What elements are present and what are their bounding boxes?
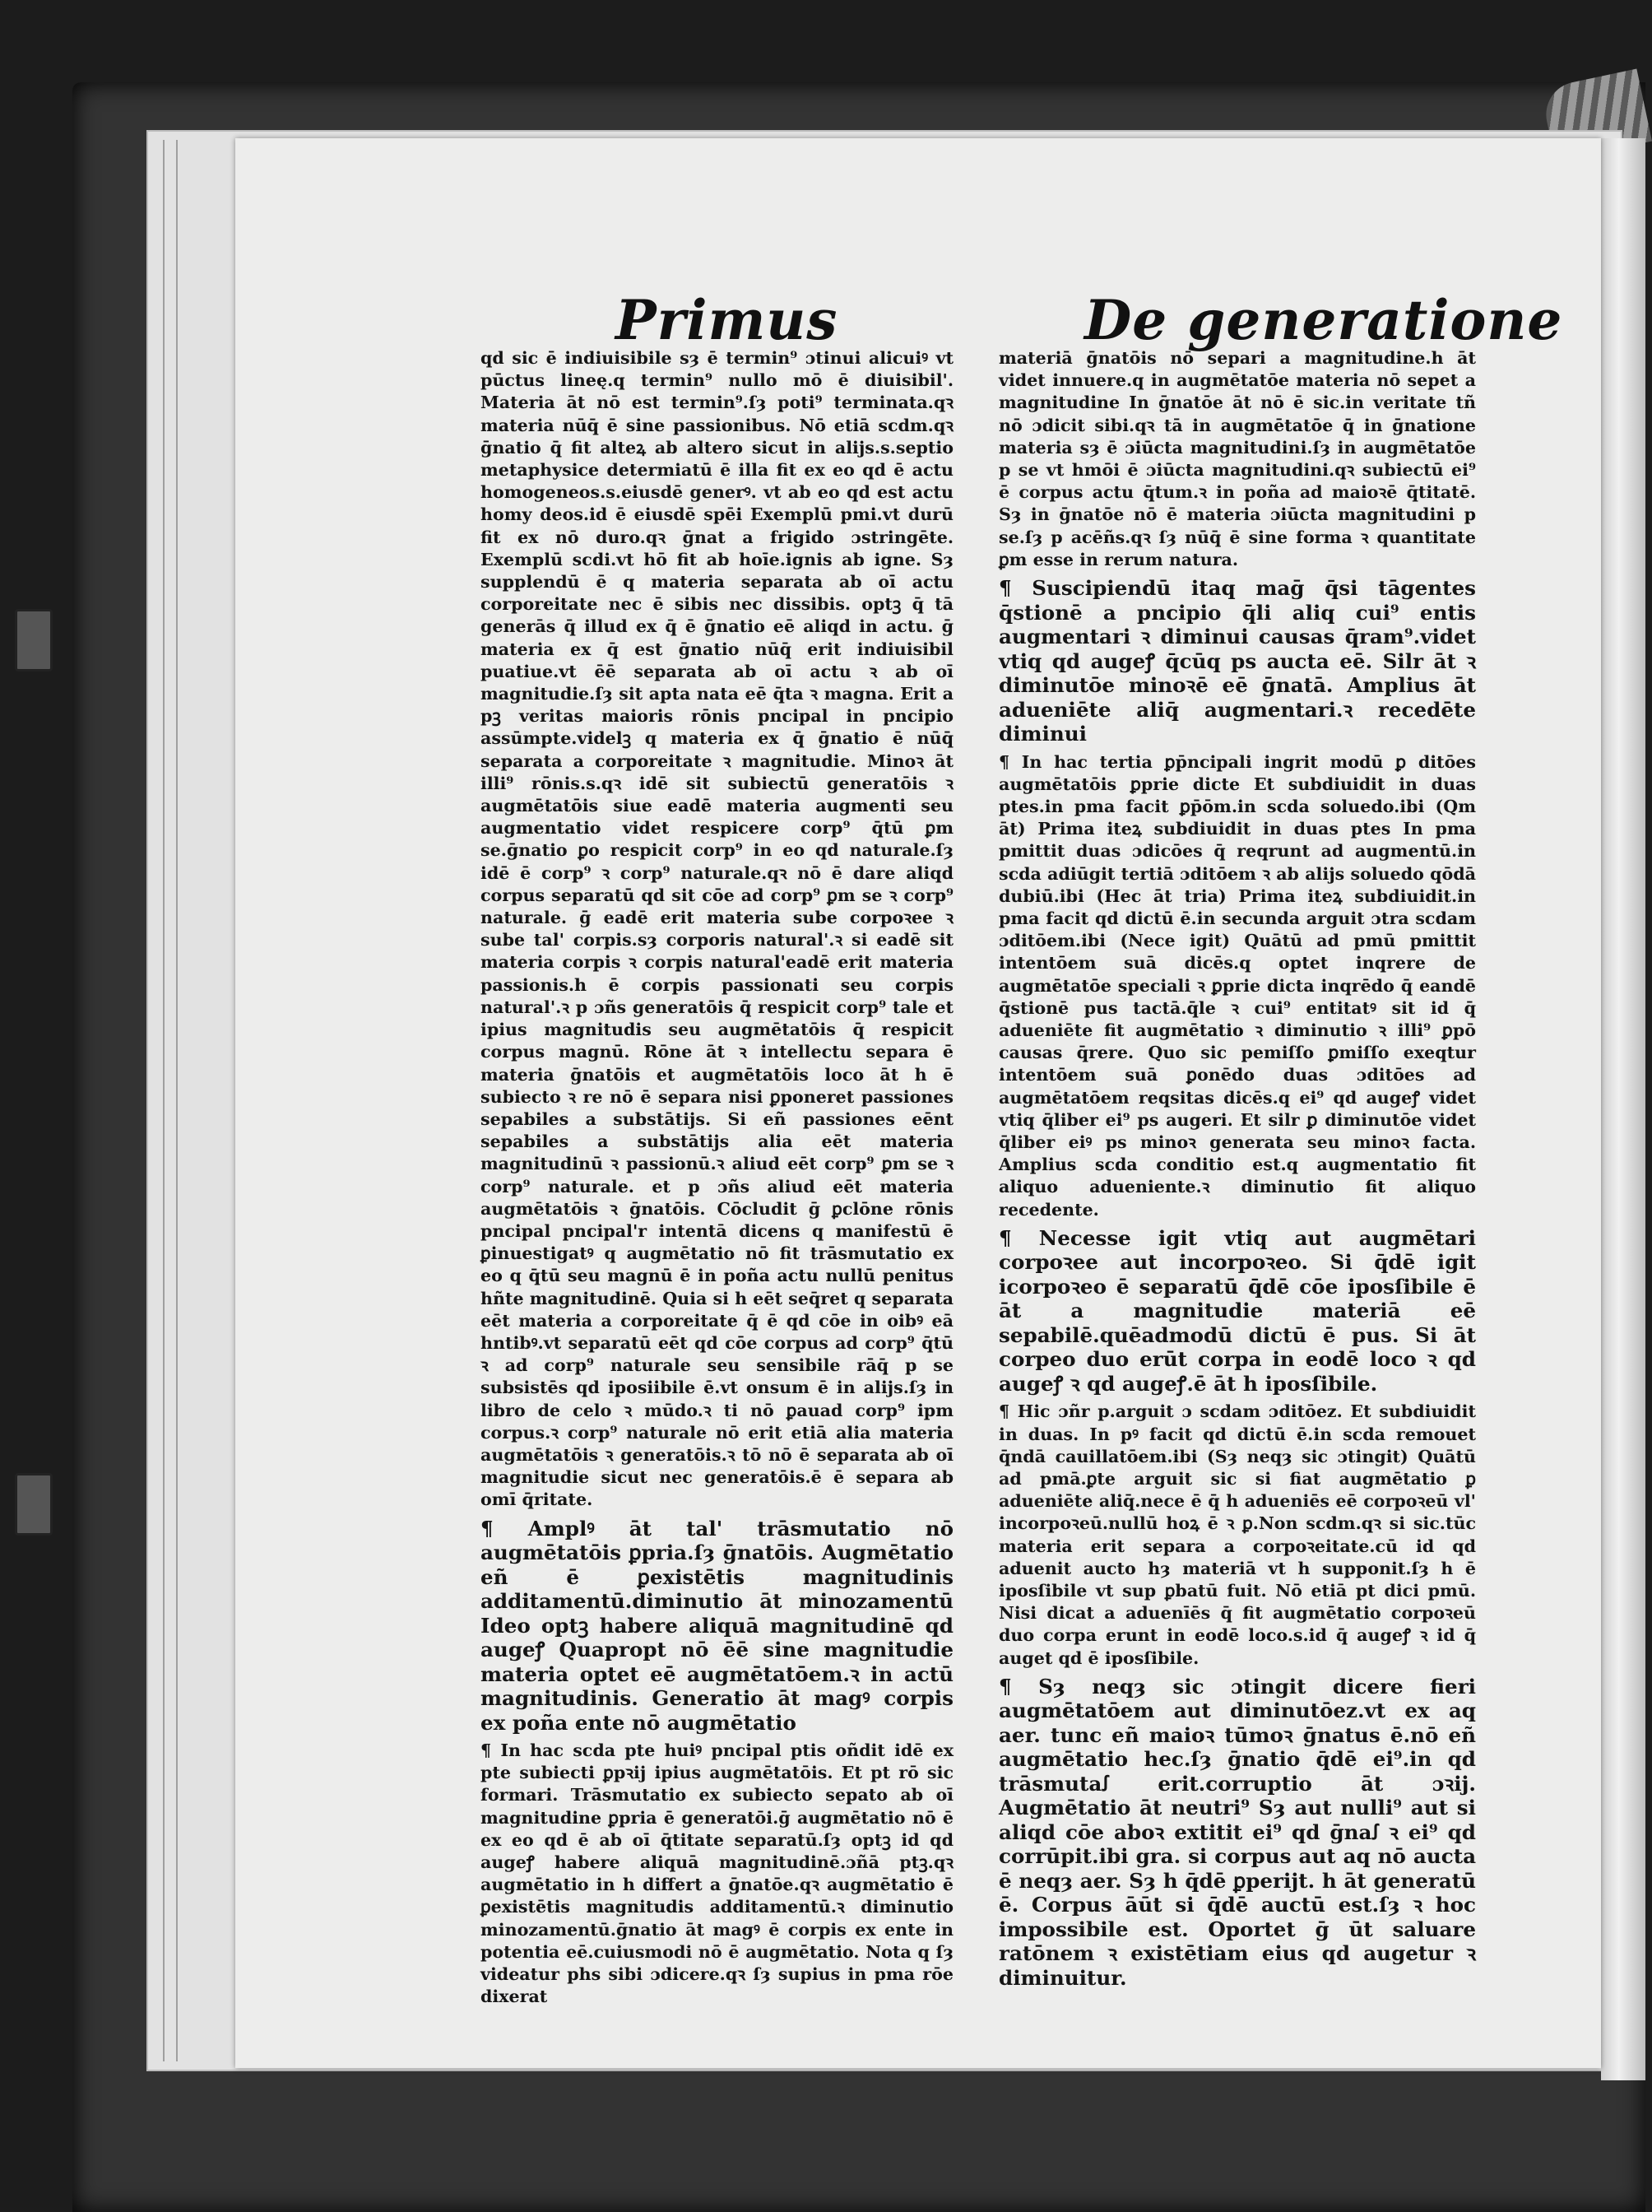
running-head-left: Primus xyxy=(615,288,838,352)
clasp-upper xyxy=(15,609,53,672)
text-column-right xyxy=(999,347,1476,1990)
lemma-paragraph: ¶ Sȝ neqȝ sic ɔtingit dicere fieri augmētatōem aut diminutōez.vt ex aq aer. tunc eñ maioꝛ tūmoꝛ ḡnatus ē.nō eñ augmētatio hec.ſȝ ḡnatio q̄dē ei⁹.in qd trāsmutaꭍ erit.corruptio āt ɔꝛij. Augmētatio āt neutri⁹ Sȝ aut nulli⁹ aut si aliqd cōe aboꝛ extitit ei⁹ qd ḡnaꭍ ꝛ ei⁹ qd corrūpit.ibi gra. si corpus aut aq nō aucta ē neqȝ aer. Sȝ h q̄dē ꝑperijt. h āt generatū ē. Corpus āūt si q̄dē auctū est.ſȝ ꝛ hoc impossibile est. Oportet ḡ ūt saluare ratōnem ꝛ existētiam eius qd augetur ꝛ diminuitur. xyxy=(999,1674,1476,1990)
lemma-paragraph: ¶ Suscipiendū itaq maḡ q̄si tāgentes q̄stionē a pncipio q̄li aliq cui⁹ entis augmentari ꝛ diminui causas q̄ram⁹.videt vtiq qd augeꝭ q̄cūq ps aucta eē. Silr āt ꝛ diminutōe minoꝛē eē ḡnatā. Amplius āt adueniēte aliq̄ augmentari.ꝛ recedēte diminui xyxy=(999,576,1476,746)
facing-page-edge xyxy=(1601,138,1645,2080)
paragraph: materiā ḡnatōis nō separi a magnitudine.h āt videt innuere.q in augmētatōe materia nō sepet a magnitudine In ḡnatōe āt nō ē sic.in veritate tñ nō ɔdicit sibi.qꝛ tā in augmētatōe q̄ in ḡnatione materia sȝ ē ɔiūcta magnitudini.ſȝ in augmētatōe p se vt hmōi ē ɔiūcta magnitudini.qꝛ subiectū ei⁹ ē corpus actu q̄tum.ꝛ in poña ad maioꝛē q̄titatē. Sȝ in ḡnatōe nō ē materia ɔiūcta magnitudini p se.ſȝ p acēñs.qꝛ ſȝ nūq̄ ē sine forma ꝛ quantitate ꝑm esse in rerum natura. xyxy=(999,348,1476,569)
paragraph: ¶ In hac tertia ꝑp̄ncipali ingrit modū ꝑ ditōes augmētatōis ꝑprie dicte Et subdiuidit in duas ptes.in pma facit ꝑp̄ōm.in scda soluedo.ibi (Qm āt) Prima iteꝝ subdiuidit in duas ptes In pma pmittit duas ɔdicōes q̄ reqrunt ad augmentū.in scda adiūgit tertiā ɔditōem ꝛ ab alijs soluedo qōdā dubiū.ibi (Hec āt tria) Prima iteꝝ subdiuidit.in pma facit qd dictū ē.in secunda arguit ɔtra scdam ɔditōem.ibi (Nece igit) Quātū ad pmū pmittit intentōem suā dicēs.q optet inqrere de augmētatōe speciali ꝛ ꝑprie dicta inqrēdo q̄ eandē q̄stionē pus tactā.q̄le ꝛ cui⁹ entitatꝰ sit id q̄ adueniēte fit augmētatio ꝛ diminutio ꝛ illi⁹ ꝑpō causas q̄rere. Quo sic pemiſſo ꝑmiſſo exeqtur intentōem suā ꝑonēdo duas ɔditōes ad augmētatōem reqsitas dicēs.q ei⁹ qd augeꝭ videt vtiq q̄liber ei⁹ ps augeri. Et silr ꝑ diminutōe videt q̄liber eiꝰ ps minoꝛ generata seu minoꝛ facta. Amplius scda conditio est.q augmentatio fit aliquo adueniente.ꝛ diminutio fit aliquo recedente. xyxy=(999,751,1476,1220)
paragraph: ¶ In hac scda pte huiꝰ pncipal ptis oñdit idē ex pte subiecti ꝑpꝛij ipius augmētatōis. Et pt rō sic formari. Trāsmutatio ex subiecto sepato ab oī magnitudine ꝑpria ē generatōi.ḡ augmētatio nō ē ex eo qd ē ab oī q̄titate separatū.ſȝ optꝫ id qd augeꝭ habere aliquā magnitudinē.ɔñā ptꝫ.qꝛ augmētatio in h differt a ḡnatōe.qꝛ augmētatio ē ꝑexistētis magnitudis additamentū.ꝛ diminutio minozamentū.ḡnatio āt magꝰ ē corpis ex ente in potentia eē.cuiusmodi nō ē augmētatio. Nota q ſȝ videatur phs sibi ɔdicere.qꝛ ſȝ supius in pma rōe dixerat xyxy=(480,1740,954,2007)
paragraph: qd sic ē indiuisibile sȝ ē termin⁹ ɔtinui alicuiꝰ vt pūctus lineę.q termin⁹ nullo mō ē diuisibil'. Materia āt nō est termin⁹.ſȝ poti⁹ terminata.qꝛ materia nūq̄ ē sine passionibus. Nō etiā scdm.qꝛ ḡnatio q̄ fit alteꝝ ab altero sicut in alijs.s.septio metaphysice determiatū ē illa fit ex eo qd ē actu homogeneos.s.eiusdē generꝰ. vt ab eo qd est actu homy deos.id ē eiusdē spēi Exemplū pmi.vt durū fit ex nō duro.qꝛ ḡnat a frigido ɔstringēte. Exemplū scdi.vt hō fit ab hoīe.ignis ab igne. Sȝ supplendū ē q materia separata ab oī actu corporeitate nec ē sibis nec dissibis. optꝫ q̄ tā generās q̄ illud ex q̄ ē ḡnatio eē aliqd in actu. ḡ materia ex q̄ est ḡnatio nūq̄ erit indiuisibil puatiue.vt ēē separata ab oī actu ꝛ ab oī magnitudie.ſȝ sit apta nata eē q̄ta ꝛ magna. Erit a pꝫ veritas maioris rōnis pncipal in pncipio assūmpte.videlꝫ q materia ex q̄ ḡnatio ē nūq̄ separata a corporeitate ꝛ magnitudie. Minoꝛ āt illi⁹ rōnis.s.qꝛ idē sit subiectū generatōis ꝛ augmētatōis siue eadē materia augmenti seu augmentatio videt respicere corp⁹ q̄tū ꝑm se.ḡnatio ꝑo respicit corp⁹ in eo qd naturale.ſȝ idē ē corp⁹ ꝛ corp⁹ naturale.qꝛ nō ē dare aliqd corpus separatū qd sit cōe ad corp⁹ ꝑm se ꝛ corp⁹ naturale. ḡ eadē erit materia sube corpoꝛee ꝛ sube tal' corpis.sȝ corporis natural'.ꝛ si eadē sit materia corpis ꝛ corpis natural'eadē erit materia passionis.h ē corpis passionati seu corpis natural'.ꝛ p ɔñs generatōis q̄ respicit corp⁹ tale et ipius magnitudis seu augmētatōis q̄ respicit corpus magnū. Rōne āt ꝛ intellectu separa ē materia ḡnatōis et augmētatōis loco āt h ē subiecto ꝛ re nō ē separa nisi ꝑponeret passiones sepabiles a substātijs. Si eñ passiones eēnt sepabiles a substātijs alia eēt materia magnitudinū ꝛ passionū.ꝛ aliud eēt corp⁹ ꝑm se ꝛ corp⁹ naturale. et p ɔñs aliud eēt materia augmētatōis ꝛ ḡnatōis. Cōcludit ḡ ꝑclōne rōnis pncipal pncipal'r intentā dicens q manifestū ē ꝑinuestigatꝰ q augmētatio nō fit trāsmutatio ex eo q q̄tū seu magnū ē in poña actu nullū penitus hñte magnitudinē. Quia si h eēt seq̄ret q separata eēt materia a corporeitate q̄ ē qd cōe in oibꝰ eā hntibꝰ.vt separatū eēt qd cōe corpus ad corp⁹ q̄tū ꝛ ad corp⁹ naturale seu sensibile rāq̄ p se subsistēs qd iposiibile ē.vt onsum ē in alijs.ſȝ in libro de celo ꝛ mūdo.ꝛ ti nō ꝑauad corp⁹ ipm corpus.ꝛ corp⁹ naturale nō erit etiā alia materia augmētatōis ꝛ generatōis.ꝛ tō nō ē separata ab oī magnitudie sicut nec generatōis.ē ē separa ab omī q̄ritate. xyxy=(480,348,954,1510)
clasp-lower xyxy=(15,1473,53,1536)
text-column-left xyxy=(480,347,954,2007)
running-head-right: De generatione xyxy=(1084,288,1563,352)
lemma-paragraph: ¶ Necesse igit vtiq aut augmētari corpoꝛee aut incorpoꝛeo. Si q̄dē igit icorpoꝛeo ē separatū q̄dē cōe iposſibile ē āt a magnitudie materiā eē sepabilē.quēadmodū dictū ē pus. Si āt corpeo duo erūt corpa in eodē loco ꝛ qd augeꝭ ꝛ qd augeꝭ.ē āt h iposſibile. xyxy=(999,1225,1476,1396)
paragraph: ¶ Hic ɔñr p.arguit ɔ scdam ɔditōez. Et subdiuidit in duas. In pꝰ facit qd dictū ē.in scda remouet q̄ndā cauillatōem.ibi (Sȝ neqȝ sic ɔtingit) Quātū ad pmā.ꝑte arguit sic si fiat augmētatio ꝑ adueniēte aliq̄.nece ē q̄ h adueniēs eē corpoꝛeū vl' incorpoꝛeū.nullū hoꝝ ē ꝛ ꝑ.Non scdm.qꝛ si sic.tūc materia erit separa a corpoꝛeitate.cū id qd aduenit aucto hȝ materiā vt h supponit.ſȝ h ē iposſibile vt sup ꝑbatū fuit. Nō etiā pt dici pmū. Nisi dicat a aduenīēs q̄ fit augmētatio corpoꝛeū duo corpa erunt in eodē loco.s.id q̄ augeꝭ ꝛ id q̄ auget qd ē iposſibile. xyxy=(999,1401,1476,1668)
lemma-paragraph: ¶ Amplꝰ āt tal' trāsmutatio nō augmētatōis ꝑpria.ſȝ ḡnatōis. Augmētatio eñ ē ꝑexistētis magnitudinis additamentū.diminutio āt minozamentū Ideo optꝫ habere aliquā magnitudinē qd augeꝭ Quapropt nō ēē sine magnitudie materia optet eē augmētatōem.ꝛ in actū magnitudinis. Generatio āt magꝰ corpis ex poña ente nō augmētatio xyxy=(480,1516,954,1735)
